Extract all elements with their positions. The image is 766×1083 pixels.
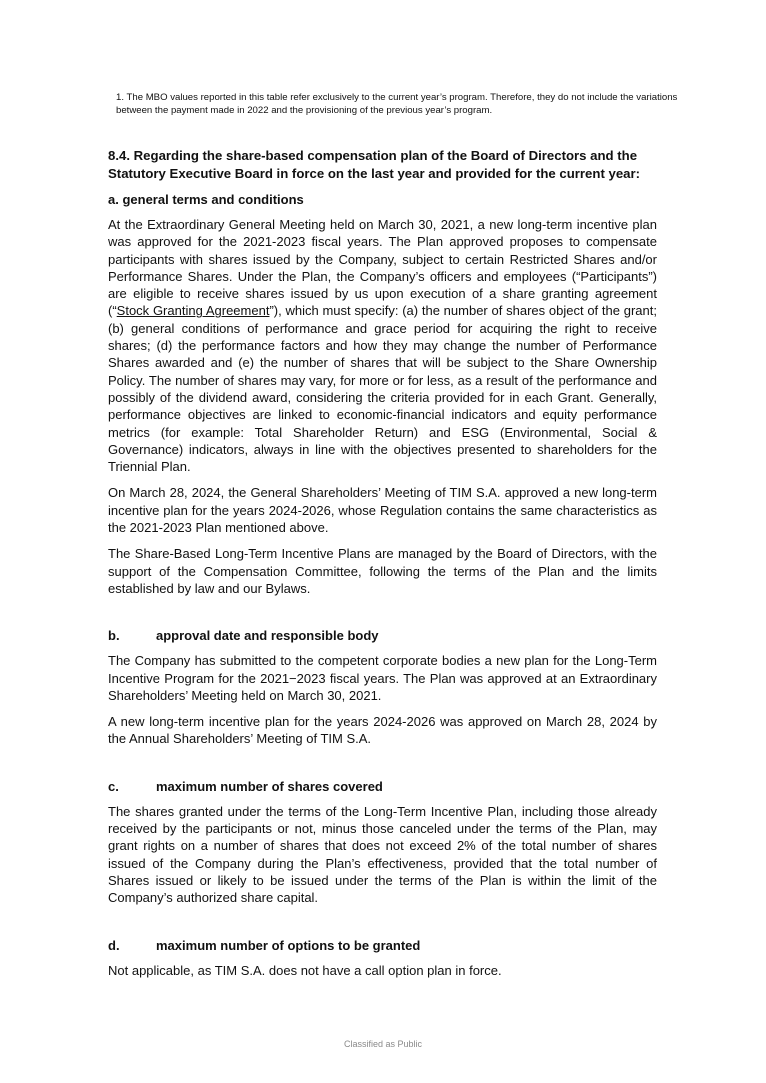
subsection-c-title: maximum number of shares covered xyxy=(156,778,383,794)
subsection-c-heading xyxy=(108,778,657,795)
paragraph-text: Not applicable, as TIM S.A. does not have a call option plan in force. xyxy=(108,962,502,978)
footnote: 1. The MBO values reported in this table refer exclusively to the current year’s program. Therefore, they do not include the variations between the payment made in 2022 and the provisioning of the previous year’s program. xyxy=(116,92,678,116)
paragraph-text: The Share-Based Long-Term Incentive Plans are managed by the Board of Directors, with the support of the Compensation Committee, following the terms of the Plan and the limits established by law and our Bylaws. xyxy=(108,546,657,596)
paragraph-text: A new long-term incentive plan for the years 2024-2026 was approved on March 28, 2024 by the Annual Shareholders’ Meeting of TIM S.A. xyxy=(108,714,657,747)
subsection-c-paragraph-1 xyxy=(108,803,657,907)
subsection-d-letter: d. xyxy=(108,937,120,953)
subsection-a-paragraph-2 xyxy=(108,484,657,536)
subsection-a-paragraph-3 xyxy=(108,545,657,597)
subsection-a-letter: a. xyxy=(108,192,119,207)
paragraph-text: At the Extraordinary General Meeting held on March 30, 2021, a new long-term incentive plan was approved for the 2021-2023 fiscal years. The Plan approved proposes to compensate participants with shares issued by the Company, subject to certain Restricted Shares and/or Performance Shares. Under the Plan, the Company’s officers and employees (“Participants”) are eligible to receive shares issued by us upon execution of a share granting agreement (“ xyxy=(108,217,657,319)
subsection-a-heading xyxy=(108,191,657,208)
subsection-b-letter: b. xyxy=(108,628,120,644)
subsection-b-heading xyxy=(108,627,657,644)
subsection-d-heading xyxy=(108,937,657,954)
subsection-a-paragraph-1 xyxy=(108,216,657,475)
paragraph-text: The Company has submitted to the competent corporate bodies a new plan for the Long-Term Incentive Program for the 2021−2023 fiscal years. The Plan was approved at an Extraordinary Shareholders’ Meeting held on March 30, 2021. xyxy=(108,653,657,703)
paragraph-text: The shares granted under the terms of the Long-Term Incentive Plan, including those already received by the participants or not, minus those canceled under the terms of the Plan, may grant rights on a number of shares that does not exceed 2% of the total number of shares issued of the Company during the Plan’s effectiveness, provided that the total number of Shares issued or likely to be issued under the terms of the Plan is within the limit of the Company’s authorized share capital. xyxy=(108,803,657,906)
subsection-d-paragraph-1 xyxy=(108,962,657,979)
paragraph-text: ”), which must specify: (a) the number of shares object of the grant; (b) general conditions of performance and grace period for acquiring the right to receive shares; (d) the performance factors and how they may change the number of Performance Shares awarded and (e) the number of shares that will be subject to the Share Ownership Policy. The number of shares may vary, for more or for less, as a result of the performance and possibly of the dividend award, considering the criteria provided for in each Grant. Generally, performance objectives are linked to economic-financial indicators and equity performance metrics (for example: Total Shareholder Return) and ESG (Environmental, Social & Governance) indicators, always in line with the objectives presented to shareholders for the Triennial Plan. xyxy=(108,303,657,475)
subsection-d-title: maximum number of options to be granted xyxy=(156,937,421,953)
subsection-c-letter: c. xyxy=(108,778,119,794)
subsection-a-title: general terms and conditions xyxy=(122,192,304,207)
subsection-b-paragraph-1 xyxy=(108,652,657,704)
paragraph-text: On March 28, 2024, the General Shareholders’ Meeting of TIM S.A. approved a new long-term incentive plan for the years 2024-2026, whose Regulation contains the same characteristics as the 2021-2023 Plan mentioned above. xyxy=(108,485,657,536)
classification-footer: Classified as Public xyxy=(343,1038,423,1049)
stock-granting-agreement-link[interactable]: Stock Granting Agreement xyxy=(116,303,270,319)
subsection-b-paragraph-2 xyxy=(108,713,657,748)
section-heading: 8.4. Regarding the share-based compensation plan of the Board of Directors and the Statutory Executive Board in force on the last year and provided for the current year: xyxy=(108,148,641,181)
subsection-b-title: approval date and responsible body xyxy=(156,628,379,644)
